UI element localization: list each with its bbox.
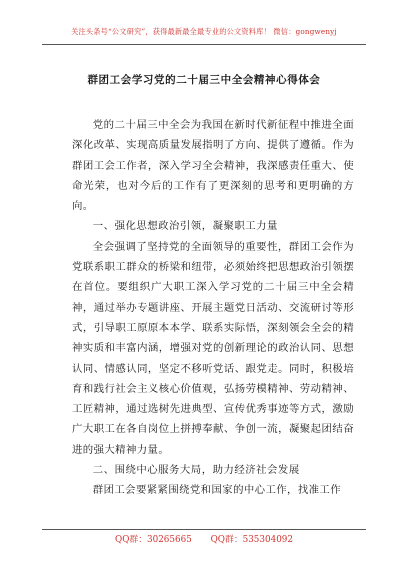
section-1-paragraph: 全会强调了坚持党的全面领导的重要性，群团工会作为党联系职工群众的桥梁和纽带，必须始终把思想政治引领摆在首位。要组织广大职工深入学习党的二十届三中全会精神，通过举办专题讲座、开展主题党日活动、交流研讨等形式，引导职工原原本本学、联系实际悟，深刻领会全会的精神实质和丰富内涵，增强对党的创新理论的政治认同、思想认同、情感认同，坚定不移听党话、跟党走。同时，积极培育和践行社会主义核心价值观，弘扬劳模精神、劳动精神、工匠精神，通过选树先进典型、宣传优秀事迹等方式，激励广大职工在各自岗位上拼搏奉献、争创一流，凝聚起团结奋进的强大精神力量。 (72, 240, 354, 456)
footer-contacts (0, 532, 408, 545)
document-title: 群团工会学习党的二十届三中全会精神心得体会 (87, 74, 321, 86)
document-body (72, 115, 354, 501)
header-banner: 关注头条号“公文研究”，获得最新最全最专业的公文资料库！ 微信：gongwenyj (71, 27, 337, 36)
header-divider (42, 44, 366, 45)
section-heading-1: 一、强化思想政治引领，凝聚职工力量 (92, 220, 278, 233)
section-2-paragraph: 群团工会要紧紧围绕党和国家的中心工作，找准工作 (92, 484, 341, 497)
footer-qq-group-2: QQ群：535304092 (210, 535, 293, 545)
section-heading-2: 二、围绕中心服务大局，助力经济社会发展 (92, 464, 300, 477)
footer-divider (42, 529, 366, 530)
intro-paragraph: 党的二十届三中全会为我国在新时代新征程中推进全面深化改革、实现高质量发展指明了方向、提供了遵循。作为群团工会工作者，深入学习全会精神，我深感责任重大、使命光荣，也对今后的工作有了更深刻的思考和更明确的方向。 (72, 119, 354, 213)
footer-qq-group-1: QQ群：30265665 (115, 535, 192, 545)
